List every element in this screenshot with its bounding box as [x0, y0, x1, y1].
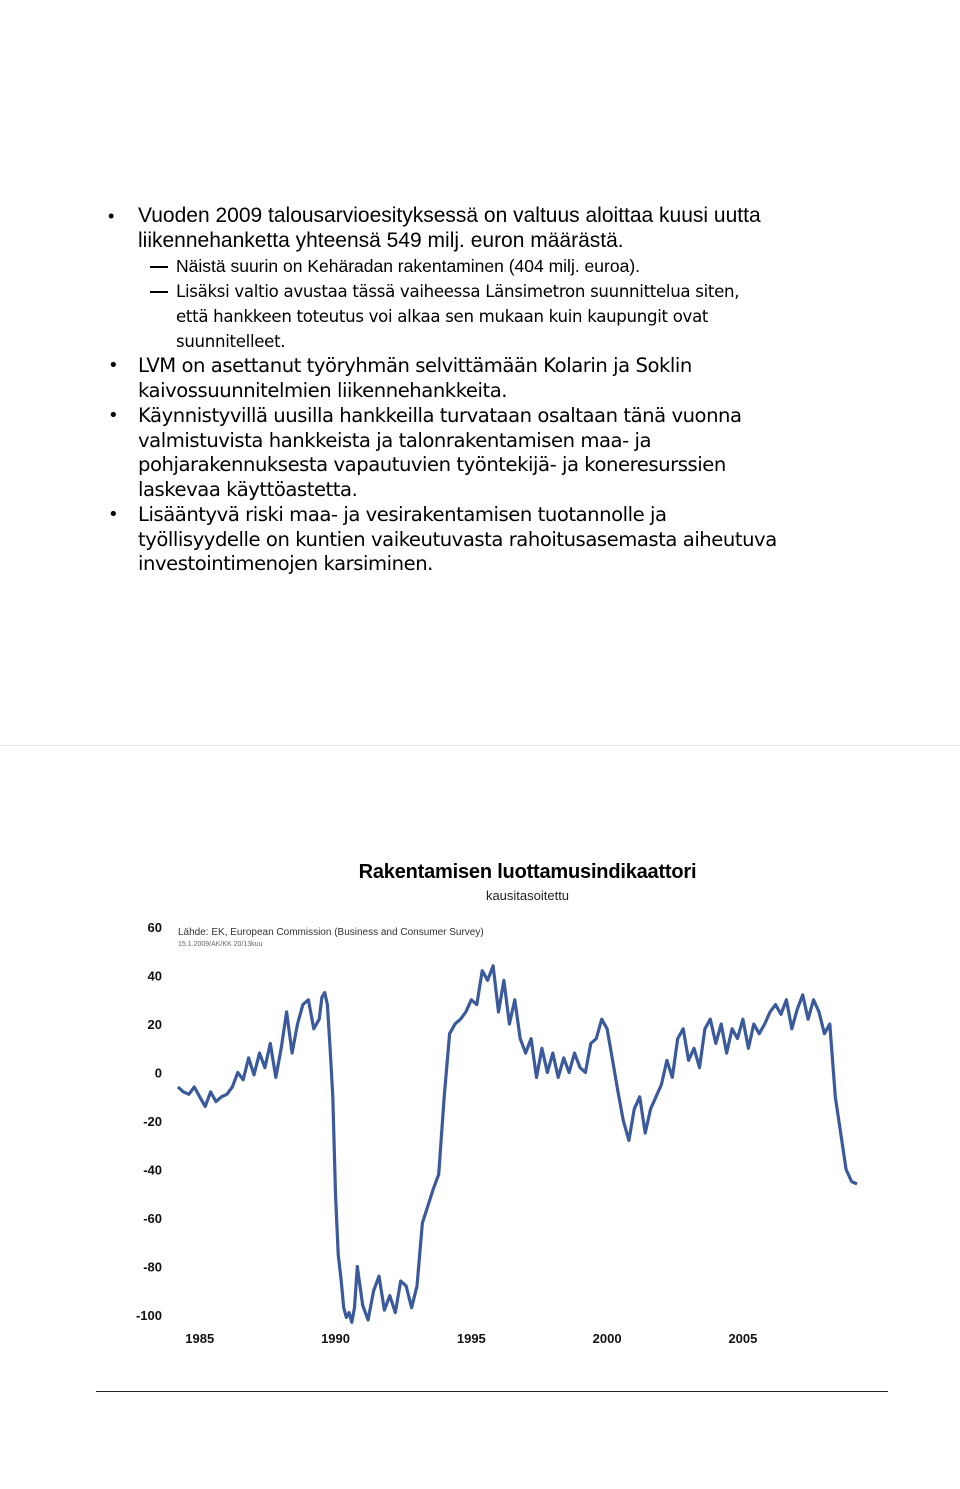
bullet-line: Näistä suurin on Kehäradan rakentaminen (404 milj. euroa). [176, 256, 641, 276]
bullet-item [105, 404, 925, 502]
bullet-line: • Käynnistyvillä uusilla hankkeilla turvataan osaltaan tänä vuonna [138, 404, 742, 427]
y-tick-label: 60 [147, 920, 162, 935]
y-tick-label: -60 [143, 1211, 162, 1226]
bullet-line: • Lisääntyvä riski maa- ja vesirakentamisen tuotannolle ja [138, 503, 667, 526]
bullet-list [105, 204, 925, 578]
bullet-item [105, 503, 925, 577]
x-tick-label: 1995 [456, 1331, 486, 1346]
sub-bullet-item [105, 254, 925, 279]
y-tick-label: 0 [154, 1065, 162, 1081]
bullet-line: • LVM on asettanut työryhmän selvittämään Kolarin ja Soklin [138, 354, 692, 377]
chart-subtitle: kausitasoitettu [485, 888, 570, 903]
bullet-line: että hankkeen toteutus voi alkaa sen mukaan kuin kaupungit ovat [176, 307, 709, 326]
chart-plot [0, 746, 960, 1489]
bullet-line: pohjarakennuksesta vapautuvien työntekijä- ja koneresurssien [138, 453, 726, 476]
y-tick-label: 20 [147, 1017, 162, 1032]
y-tick-label: -80 [143, 1259, 162, 1275]
bullet-item [105, 354, 925, 403]
x-tick-label: 2005 [728, 1331, 758, 1346]
bullet-line: työllisyydelle on kuntien vaikeutuvasta rahoitusasemasta aiheutuva [138, 527, 777, 551]
x-tick-label: 1985 [185, 1331, 215, 1346]
sub-bullet-item [105, 279, 925, 354]
y-tick-label: -40 [143, 1162, 162, 1178]
x-tick-label: 1990 [321, 1331, 350, 1346]
y-tick-label: -20 [143, 1114, 162, 1129]
y-tick-label: -100 [135, 1308, 162, 1323]
bullet-line: suunnitelleet. [176, 332, 286, 351]
slide-divider [96, 1391, 888, 1392]
bullet-line: laskevaa käyttöastetta. [138, 477, 358, 501]
bullet-line: liikennehanketta yhteensä 549 milj. euron määrästä. [138, 228, 624, 252]
bullet-line: kaivossuunnitelmien liikennehankkeita. [138, 378, 508, 402]
bullet-line: investointimenojen karsiminen. [138, 552, 433, 575]
y-tick-label: 40 [147, 968, 162, 984]
bullet-item [105, 204, 925, 253]
chart-source-sub: 15.1.2009/AK/KK 20/13kuu [178, 941, 263, 948]
bullet-line: • Vuoden 2009 talousarvioesityksessä on valtuus aloittaa kuusi uutta [138, 204, 761, 227]
slide-chart [0, 746, 960, 1489]
bullet-line: valmistuvista hankkeista ja talonrakentamisen maa- ja [138, 428, 652, 452]
x-tick-label: 2000 [592, 1331, 622, 1346]
chart-title: Rakentamisen luottamusindikaattori [358, 861, 697, 883]
chart-source: Lähde: EK, European Commission (Business and Consumer Survey) [178, 927, 484, 938]
bullet-line: Lisäksi valtio avustaa tässä vaiheessa Länsimetron suunnittelua siten, [176, 282, 740, 301]
series-line [178, 966, 857, 1323]
